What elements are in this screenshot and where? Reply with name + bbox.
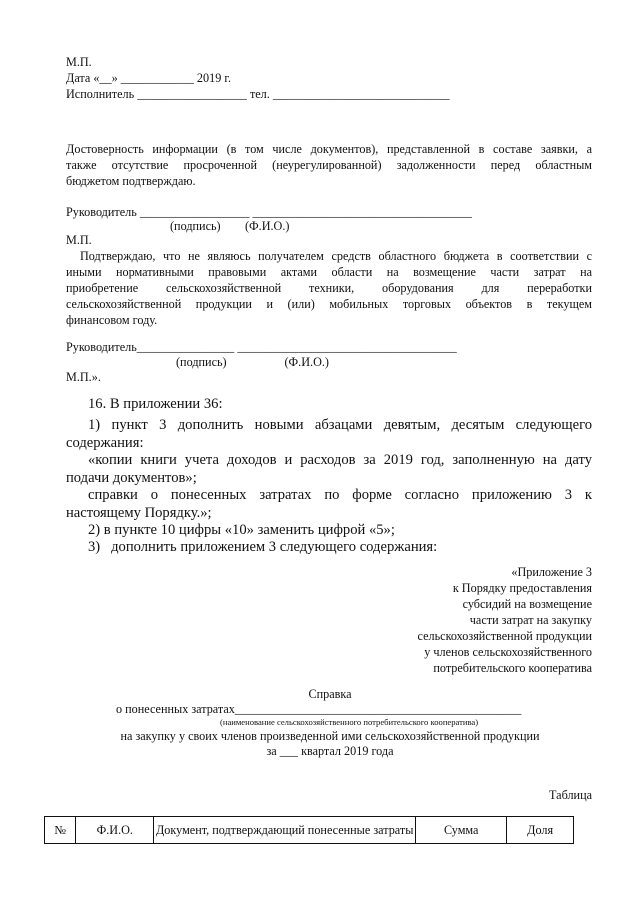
appendix-header-line: сельскохозяйственной продукции (417, 629, 592, 643)
appendix-header-line: субсидий на возмещение (462, 597, 592, 611)
column-header-share: Доля (507, 817, 574, 844)
amendment-line: содержания: (66, 435, 144, 451)
amendment-line: «копии книги учета доходов и расходов за 2019 год, заполненную на дату (88, 452, 592, 468)
costs-table (44, 816, 574, 844)
amendment-line: справки о понесенных затратах по форме согласно приложению 3 к (88, 487, 592, 503)
table-label: Таблица (549, 788, 592, 802)
reliability-line-1: Достоверность информации (в том числе документов), представленной в составе заявки, а (66, 142, 592, 156)
appendix-header-line: у членов сельскохозяйственного (424, 645, 592, 659)
amendment-line: подачи документов»; (66, 470, 197, 486)
amendment-line: 1) пункт 3 дополнить новыми абзацами девятым, десятым следующего (88, 417, 592, 433)
head-signature-line: Руководитель________________ ____________________________________ (66, 340, 457, 354)
column-header-number: № (45, 817, 76, 844)
amendment-line: 2) в пункте 10 цифры «10» заменить цифрой «5»; (88, 522, 395, 538)
confirmation-line-4: сельскохозяйственной продукции и (или) мобильных торговых объектов в текущем (66, 297, 592, 311)
executor-line: Исполнитель __________________ тел. _____________________________ (66, 87, 450, 101)
signature-captions: (подпись) (Ф.И.О.) (170, 219, 290, 233)
stamp-place-label: М.П. (66, 55, 92, 69)
confirmation-line-2: иными нормативными правовыми актами области на возмещение части затрат на (66, 265, 592, 279)
confirmation-line-1: Подтверждаю, что не являюсь получателем средств областного бюджета в соответствии с (80, 249, 592, 263)
confirmation-line-5: финансовом году. (66, 313, 158, 327)
amendment-line: настоящему Порядку.»; (66, 505, 212, 521)
appendix-header-line: части затрат на закупку (469, 613, 592, 627)
amendment-heading: 16. В приложении 36: (88, 396, 223, 412)
table-header-row (45, 817, 574, 844)
reliability-line-2: также отсутствие просроченной (неурегулированной) задолженности перед областным (66, 158, 592, 172)
signature-captions: (подпись) (Ф.И.О.) (176, 355, 329, 369)
confirmation-line-3: приобретение сельскохозяйственной техники, оборудования для переработки (66, 281, 592, 295)
certificate-title: Справка (308, 687, 352, 701)
stamp-place-label: М.П.». (66, 370, 101, 384)
appendix-header-line: потребительского кооператива (433, 661, 592, 675)
date-line: Дата «__» ____________ 2019 г. (66, 71, 232, 85)
stamp-place-label: М.П. (66, 233, 92, 247)
column-header-name: Ф.И.О. (76, 817, 154, 844)
amendment-line: 3) дополнить приложением 3 следующего содержания: (88, 539, 438, 555)
certificate-line-1: о понесенных затратах_______________________________________________ (116, 702, 522, 716)
appendix-header-line: к Порядку предоставления (452, 581, 592, 595)
reliability-line-3: бюджетом подтверждаю. (66, 174, 196, 188)
certificate-line-2: на закупку у своих членов произведенной ими сельскохозяйственной продукции (120, 729, 540, 743)
certificate-line-3: за ___ квартал 2019 года (266, 744, 394, 758)
appendix-header-line: «Приложение 3 (511, 565, 592, 579)
certificate-note: (наименование сельскохозяйственного потребительского кооператива) (220, 717, 479, 727)
column-header-sum: Сумма (416, 817, 507, 844)
head-signature-line: Руководитель __________________ ____________________________________ (66, 205, 472, 219)
column-header-document: Документ, подтверждающий понесенные затраты (154, 817, 416, 844)
